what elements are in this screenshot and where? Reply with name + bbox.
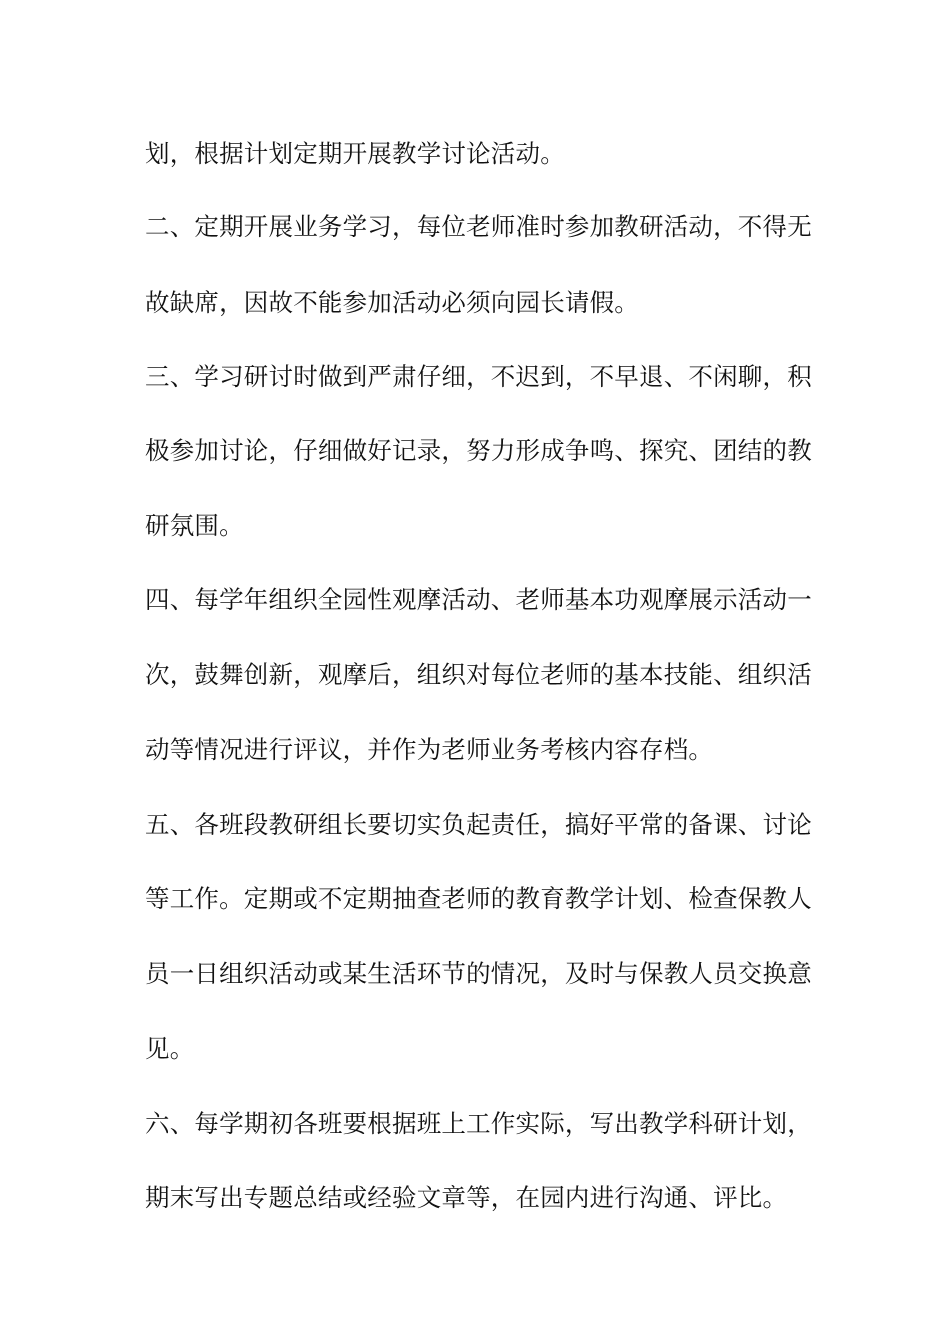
text-line: 四、每学年组织全园性观摩活动、老师基本功观摩展示活动一 [145,585,812,614]
text-line: 等工作。定期或不定期抽查老师的教育教学计划、检查保教人 [145,884,812,913]
text-line: 研氛围。 [145,511,244,540]
text-line: 员一日组织活动或某生活环节的情况，及时与保教人员交换意 [145,959,812,988]
text-line: 五、各班段教研组长要切实负起责任，搞好平常的备课、讨论 [145,810,812,839]
text-line: 极参加讨论，仔细做好记录，努力形成争鸣、探究、团结的教 [145,436,812,465]
text-line: 动等情况进行评议，并作为老师业务考核内容存档。 [145,735,714,764]
text-line: 见。 [145,1034,195,1063]
text-line: 二、定期开展业务学习，每位老师准时参加教研活动，不得无 [145,212,812,241]
text-line: 三、学习研讨时做到严肃仔细，不迟到，不早退、不闲聊，积 [145,362,812,391]
text-line: 六、每学期初各班要根据班上工作实际，写出教学科研计划， [145,1109,812,1138]
text-line: 期末写出专题总结或经验文章等，在园内进行沟通、评比。 [145,1183,788,1212]
text-line: 划，根据计划定期开展教学讨论活动。 [145,139,565,168]
text-line: 故缺席，因故不能参加活动必须向园长请假。 [145,288,639,317]
text-line: 次，鼓舞创新，观摩后，组织对每位老师的基本技能、组织活 [145,660,812,689]
